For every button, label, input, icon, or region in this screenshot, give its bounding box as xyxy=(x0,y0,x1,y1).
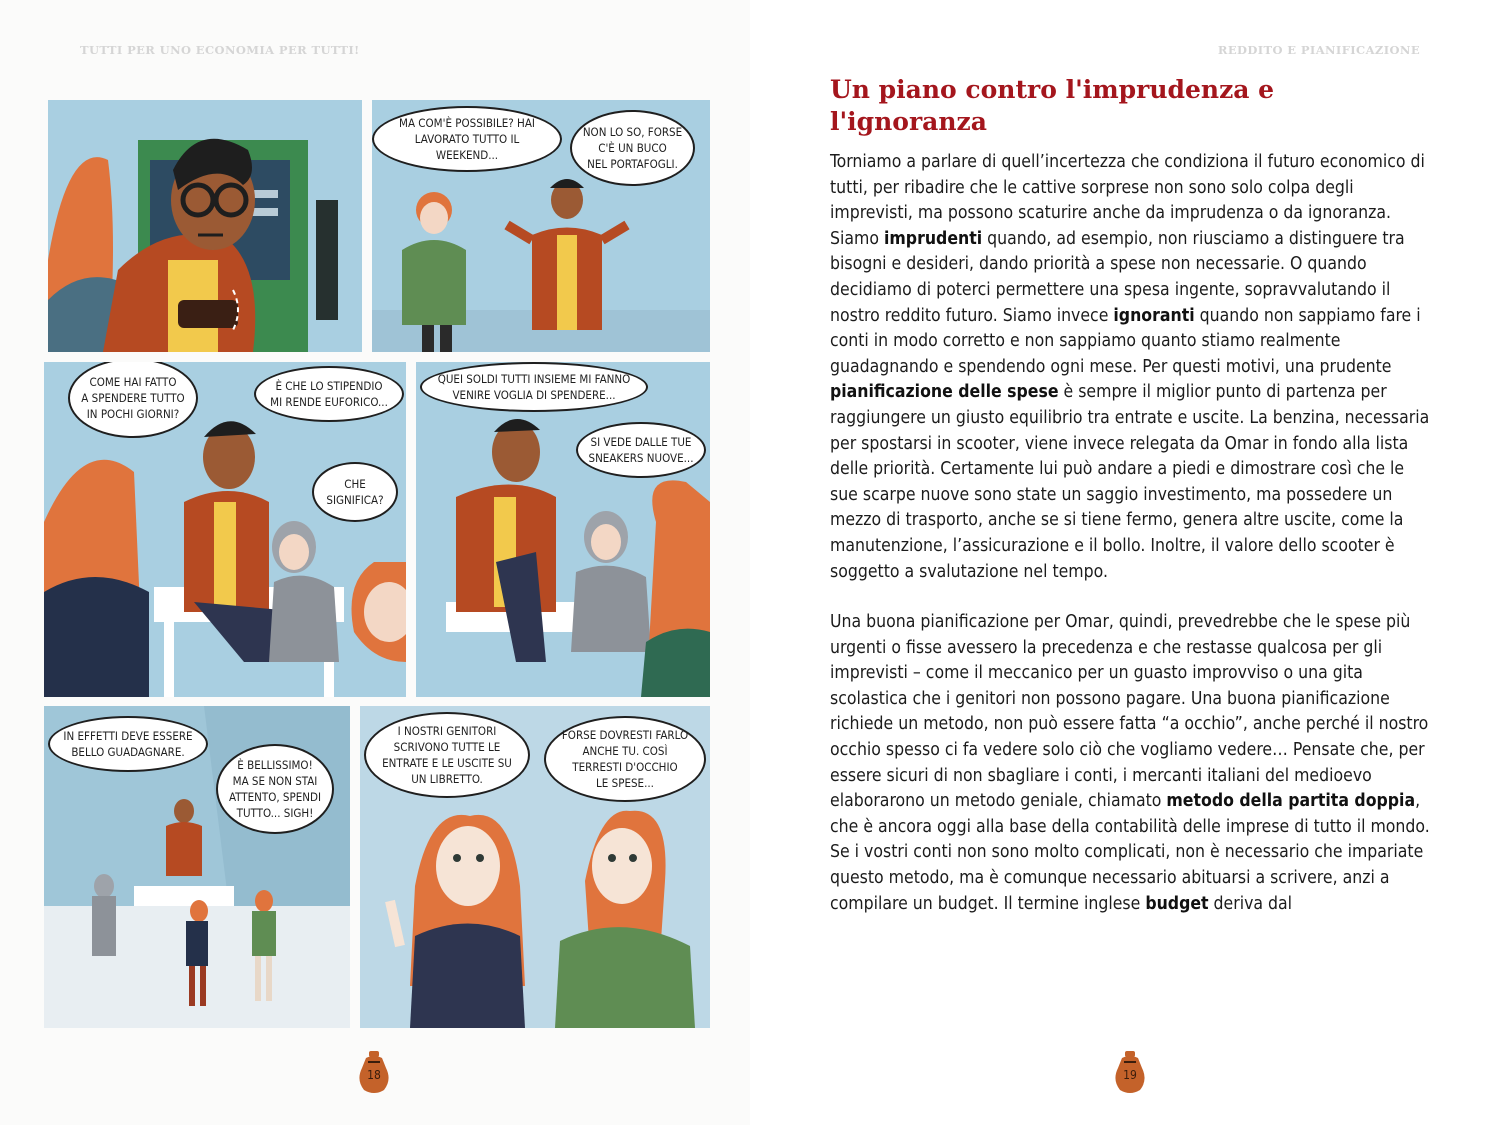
comic-panel-6 xyxy=(360,706,710,1028)
bold-term: pianificazione delle spese xyxy=(830,382,1059,403)
speech-text: I NOSTRI GENITORI SCRIVONO TUTTE LE ENTRATE E LE USCITE SU UN LIBRETTO. xyxy=(382,723,512,787)
section-heading: Un piano contro l'imprudenza e l'ignoranza xyxy=(830,75,1275,136)
speech-bubble-3-2 xyxy=(254,366,404,422)
comic-panel-5 xyxy=(44,706,350,1028)
text-run: , che è ancora oggi alla base della contabilità delle imprese di tutto il mondo. Se i vostri conti non sono molto complicati, non è necessario che impariate questo metodo, ma è comunque necessario abituarsi a scrivere, anzi a compilare un budget. Il termine inglese xyxy=(830,791,1430,914)
page-number-badge-right xyxy=(1112,1050,1148,1096)
text-run: quando, ad esempio, non riusciamo a distinguere tra bisogni e desideri, dando priorità a spese non necessarie. O quando decidiamo di poterci permettere una spesa ingente, sopravvalutando il nostro reddito futuro. Siamo invece xyxy=(830,228,1405,326)
speech-bubble-6-2 xyxy=(544,716,706,802)
comic-panel-1 xyxy=(48,100,362,352)
bold-term: imprudenti xyxy=(884,228,983,249)
speech-text: È BELLISSIMO! MA SE NON STAI ATTENTO, SPENDI TUTTO... SIGH! xyxy=(228,757,322,821)
page-number-right: 19 xyxy=(1123,1068,1137,1082)
body-paragraph xyxy=(830,150,1430,585)
speech-text: MA COM'È POSSIBILE? HAI LAVORATO TUTTO IL WEEKEND... xyxy=(399,115,535,163)
speech-bubble-2-1 xyxy=(372,106,562,172)
bold-term: ignoranti xyxy=(1113,305,1195,326)
speech-text: QUEI SOLDI TUTTI INSIEME MI FANNO VENIRE VOGLIA DI SPENDERE... xyxy=(437,371,631,402)
page-number-left: 18 xyxy=(367,1068,381,1082)
comic-panel-1-art xyxy=(48,100,362,352)
text-run: è sempre il miglior punto di partenza per raggiungere un giusto equilibrio tra entrate e uscite. La benzina, necessaria per spostarsi in scooter, viene invece relegata da Omar in fondo alla lista delle priorità. Certamente lui può andare a piedi e dimostrare così che le sue scarpe nuove sono state un saggio investimento, ma possedere un mezzo di trasporto, anche se si tiene fermo, genera altre uscite, come la manutenzione, l’assicurazione e il bollo. Inoltre, il valore dello scooter è soggetto a svalutazione nel tempo. xyxy=(830,382,1430,582)
speech-bubble-4-1 xyxy=(420,362,648,412)
speech-bubble-5-2 xyxy=(216,744,334,834)
speech-text: FORSE DOVRESTI FARLO ANCHE TU. COSÌ TERRESTI D'OCCHIO LE SPESE... xyxy=(561,727,689,791)
speech-text: È CHE LO STIPENDIO MI RENDE EUFORICO... xyxy=(270,378,388,409)
speech-text: IN EFFETTI DEVE ESSERE BELLO GUADAGNARE. xyxy=(63,728,193,759)
page-number-badge-left xyxy=(356,1050,392,1096)
text-run: Torniamo a parlare di quell’incertezza che condiziona il futuro economico di tutti, per ribadire che le cattive sorprese non sono solo colpa degli imprevisti, ma possono scaturire anche da imprudenza o da ignoranza. Siamo xyxy=(830,152,1425,249)
speech-text: SI VEDE DALLE TUE SNEAKERS NUOVE... xyxy=(588,434,694,465)
comic-panel-4 xyxy=(416,362,710,697)
comic-panel-4-art xyxy=(416,362,710,697)
speech-bubble-3-3 xyxy=(312,462,398,522)
comic-panel-2 xyxy=(372,100,710,352)
body-text xyxy=(830,150,1430,942)
text-run: quando non sappiamo fare i conti in modo corretto e non sappiamo quanto stiamo realmente guadagnando e spendendo ogni mese. Per questi motivi, una prudente xyxy=(830,305,1421,377)
speech-text: NON LO SO, FORSE C'È UN BUCO NEL PORTAFOGLI. xyxy=(582,124,683,172)
speech-text: COME HAI FATTO A SPENDERE TUTTO IN POCHI GIORNI? xyxy=(81,374,185,422)
text-run: deriva dal xyxy=(1208,893,1293,914)
speech-bubble-2-2 xyxy=(570,110,695,186)
running-head-right: REDDITO E PIANIFICAZIONE xyxy=(1217,43,1420,57)
bold-term: budget xyxy=(1145,893,1209,914)
speech-bubble-5-1 xyxy=(48,716,208,772)
body-paragraph xyxy=(830,610,1430,917)
right-page xyxy=(750,0,1500,1125)
speech-text: CHE SIGNIFICA? xyxy=(326,476,384,507)
speech-bubble-4-2 xyxy=(576,422,706,478)
bold-term: metodo della partita doppia xyxy=(1166,791,1416,812)
running-head-left: TUTTI PER UNO ECONOMIA PER TUTTI! xyxy=(80,43,360,57)
text-run: Una buona pianificazione per Omar, quindi, prevedrebbe che le spese più urgenti o fisse avessero la precedenza e che restasse qualcosa per gli imprevisti – come il meccanico per un guasto improvviso o una gita scolastica che i genitori non possono pagare. Una buona pianificazione richiede un metodo, non può essere fatta “a occhio”, anche perché il nostro occhio spesso ci fa vedere solo ciò che vogliamo vedere… Pensate che, per essere sicuri di non sbagliare i conti, i mercanti italiani del medioevo elaborarono un metodo geniale, chiamato xyxy=(830,612,1429,812)
comic-panel-3 xyxy=(44,362,406,697)
speech-bubble-6-1 xyxy=(364,712,530,798)
